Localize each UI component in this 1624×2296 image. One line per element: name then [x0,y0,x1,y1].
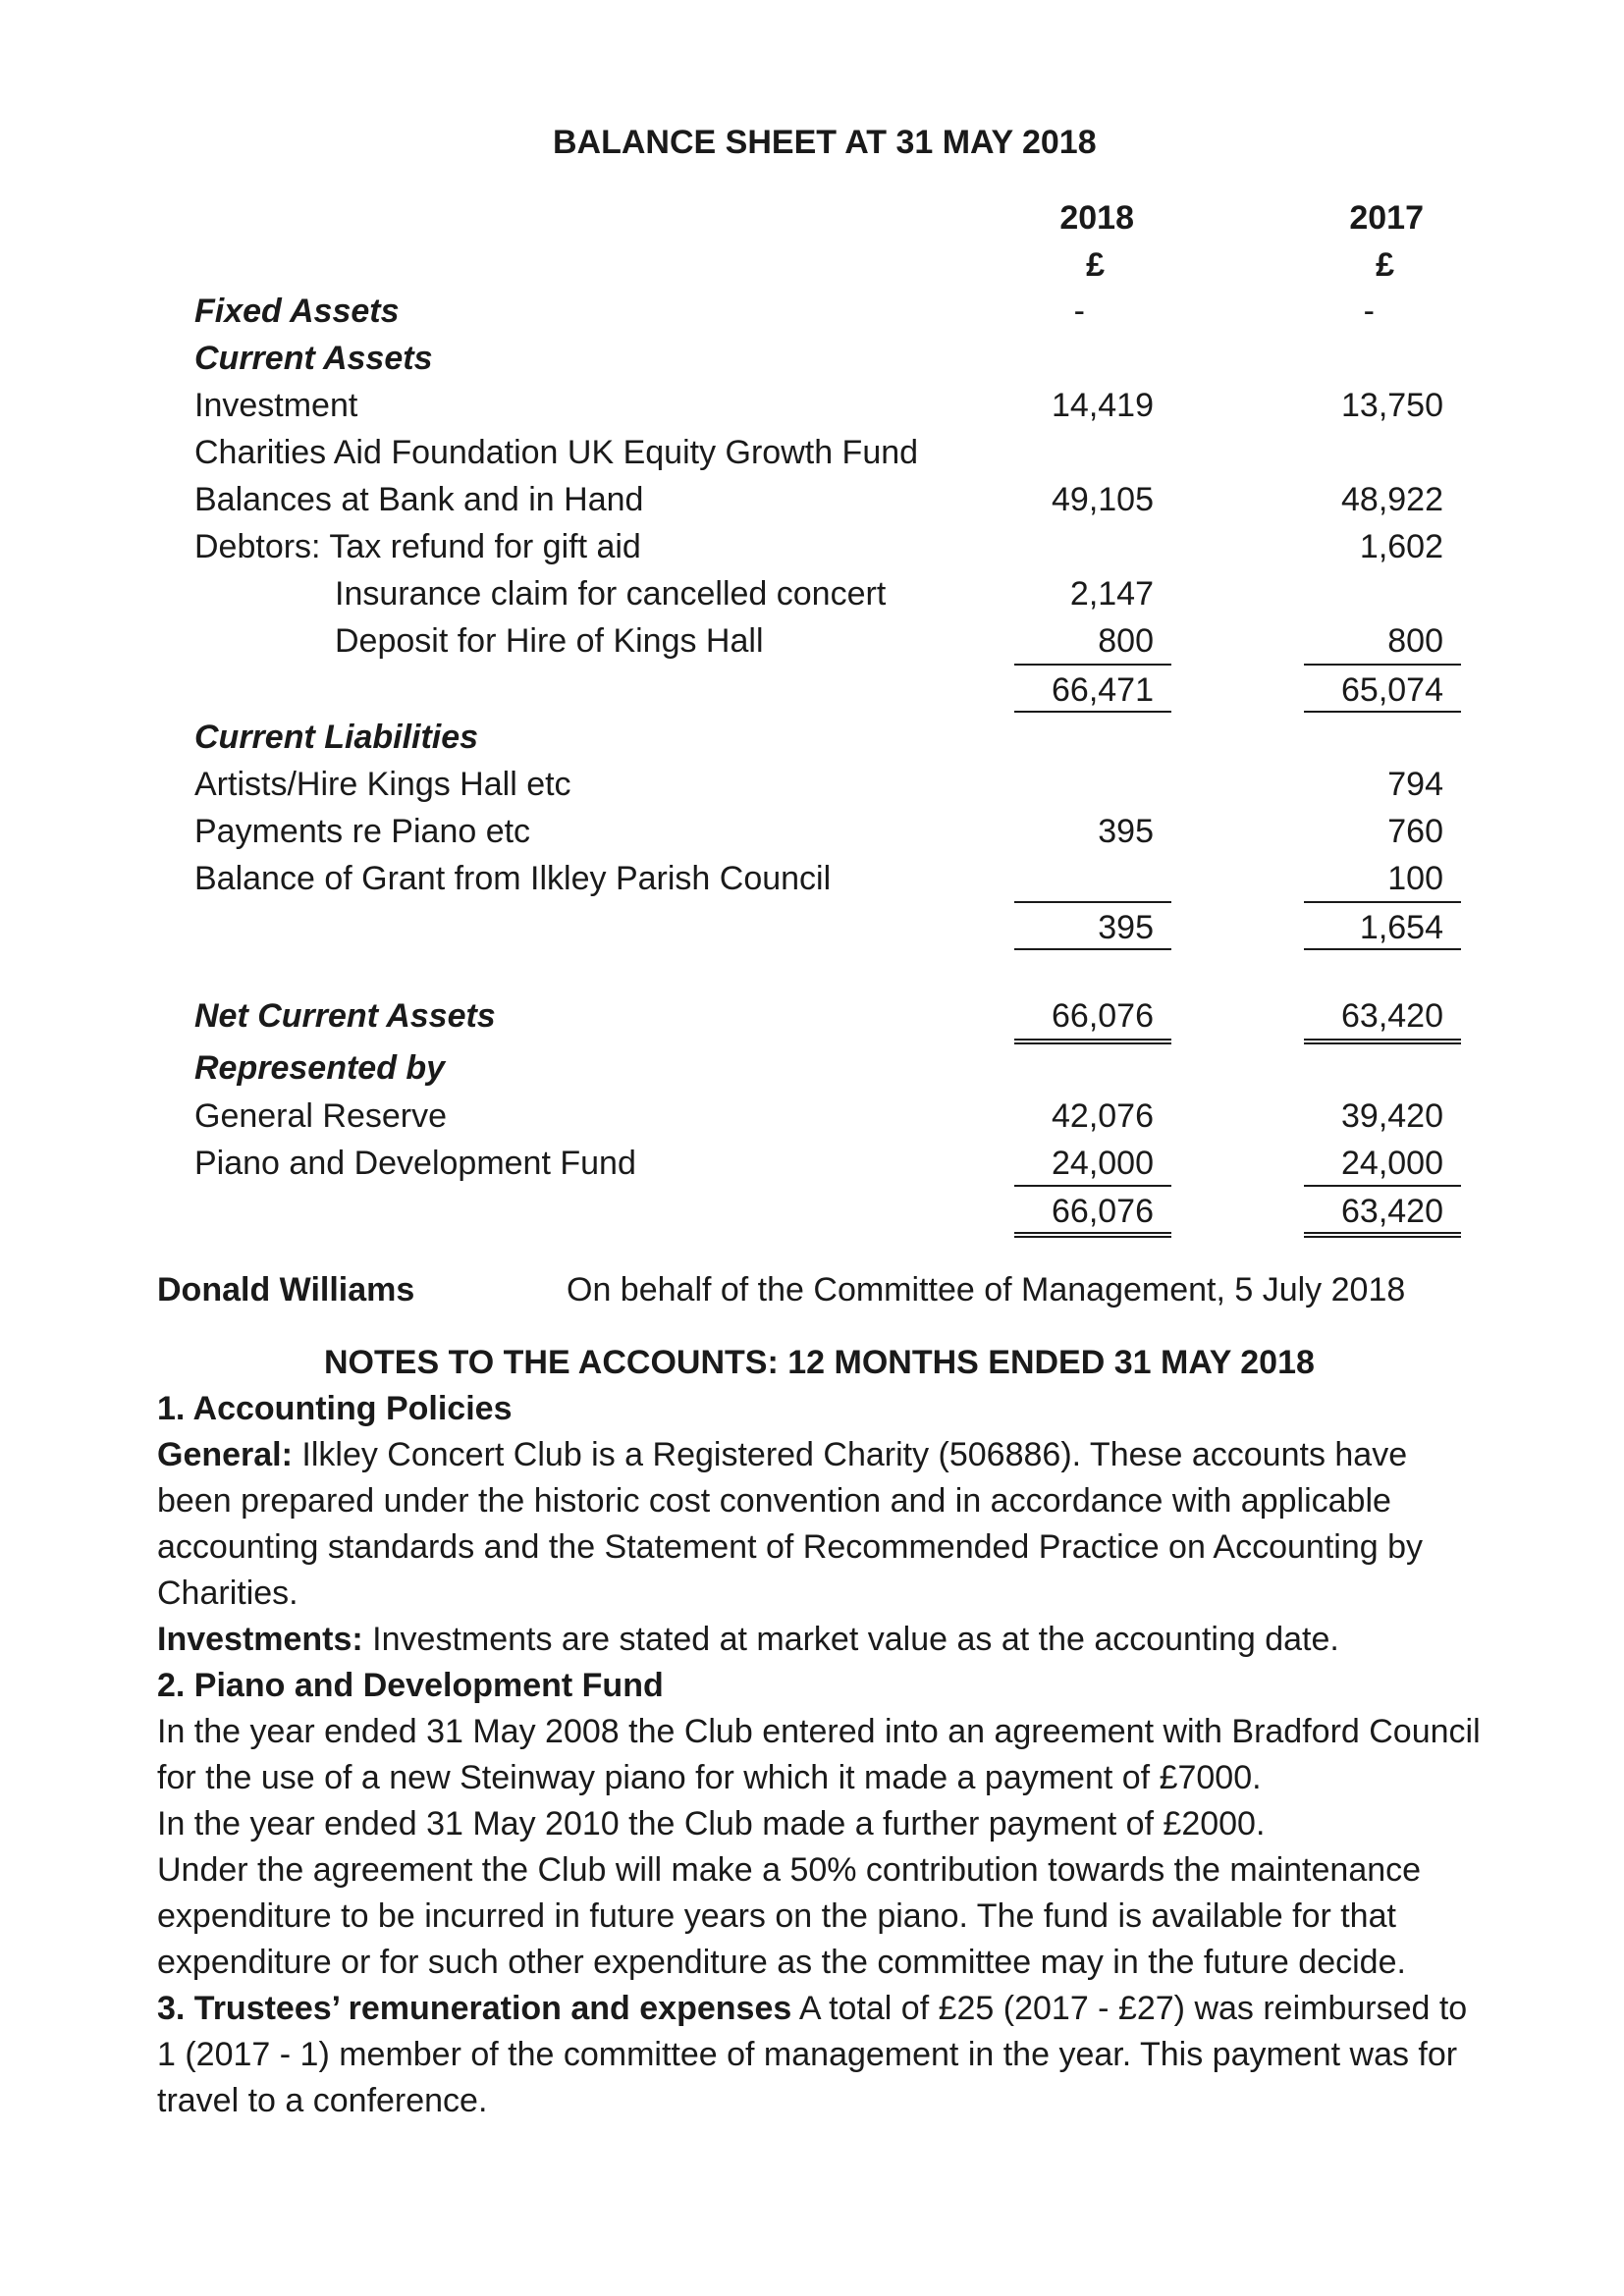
investment-fund-label: Charities Aid Foundation UK Equity Growth Fund [194,434,919,471]
deposit-2017: 800 [1387,622,1443,660]
rule-assets-total-2017 [1304,711,1461,713]
fixed-assets-label: Fixed Assets [194,293,400,330]
piano-fund-2018: 24,000 [1052,1145,1154,1182]
note-2-para-2: In the year ended 31 May 2010 the Club made a further payment of £2000. [157,1805,1266,1842]
general-text: Ilkley Concert Club is a Registered Charity (506886). These accounts have been prepared under the historic cost convention and in accordance with applicable accounting standards and the Statement of Recommended Practice on Accounting by Charities. [157,1436,1424,1612]
insurance-label: Insurance claim for cancelled concert [335,575,887,613]
general-label: General: [157,1436,293,1473]
liabilities-total-2018: 395 [1098,909,1154,946]
double-rule-net-2018 [1014,1039,1171,1044]
note-2-para-3: Under the agreement the Club will make a 50% contribution towards the maintenance expenditure to be incurred in future years on the piano. The fund is available for that expenditure or for such other expenditure as the committee may in the future decide. [157,1851,1422,1981]
insurance-2018: 2,147 [1069,575,1154,613]
investments-label: Investments: [157,1621,363,1658]
general-reserve-label: General Reserve [194,1097,448,1135]
deposit-2018: 800 [1098,622,1154,660]
double-rule-reserves-2017 [1304,1232,1461,1238]
bank-label: Balances at Bank and in Hand [194,481,644,518]
current-assets-total-2017: 65,074 [1341,671,1443,709]
net-current-assets-2017: 63,420 [1341,997,1443,1035]
grant-label: Balance of Grant from Ilkley Parish Council [194,860,832,897]
column-header-2017: 2017 [1349,199,1424,237]
general-reserve-2018: 42,076 [1052,1097,1154,1135]
artists-2017: 794 [1387,766,1443,803]
bank-2017: 48,922 [1341,481,1443,518]
fixed-assets-2017: - [1363,293,1375,330]
reserves-total-2017: 63,420 [1341,1193,1443,1230]
liabilities-total-2017: 1,654 [1359,909,1443,946]
note-3-heading: 3. Trustees’ remuneration and expenses [157,1990,792,2027]
reserves-total-2018: 66,076 [1052,1193,1154,1230]
double-rule-net-2017 [1304,1039,1461,1044]
rule-reserves-2018 [1014,1185,1171,1187]
deposit-label: Deposit for Hire of Kings Hall [335,622,764,660]
signatory-name: Donald Williams [157,1271,415,1308]
artists-label: Artists/Hire Kings Hall etc [194,766,571,803]
general-reserve-2017: 39,420 [1341,1097,1443,1135]
note-3-text: A total of £25 (2017 - £27) was reimbursed to 1 (2017 - 1) member of the committee of management in the year. This payment was for travel to a conference. [157,1990,1468,2119]
net-current-assets-2018: 66,076 [1052,997,1154,1035]
rule-liabilities-total-2017 [1304,948,1461,950]
double-rule-reserves-2018 [1014,1232,1171,1238]
signatory-text: On behalf of the Committee of Management, 5 July 2018 [567,1271,1406,1308]
current-assets-heading: Current Assets [194,340,433,377]
column-header-2018: 2018 [1059,199,1134,237]
bank-2018: 49,105 [1052,481,1154,518]
piano-fund-2017: 24,000 [1341,1145,1443,1182]
current-liabilities-heading: Current Liabilities [194,719,479,756]
investment-label: Investment [194,387,358,424]
rule-liabilities-2017 [1304,901,1461,903]
investments-text: Investments are stated at market value as at the accounting date. [362,1621,1339,1658]
debtors-tax-2017: 1,602 [1359,528,1443,565]
piano-payments-label: Payments re Piano etc [194,813,531,850]
note-2-heading: 2. Piano and Development Fund [157,1667,664,1704]
note-3 [157,1986,1488,2124]
page-title: BALANCE SHEET AT 31 MAY 2018 [553,124,1097,161]
rule-reserves-2017 [1304,1185,1461,1187]
currency-2018: £ [1086,246,1105,284]
rule-assets-2018 [1014,664,1171,666]
note-2-para-1: In the year ended 31 May 2008 the Club entered into an agreement with Bradford Council for the use of a new Steinway piano for which it made a payment of £7000. [157,1713,1481,1796]
rule-liabilities-2018 [1014,901,1171,903]
investment-2017: 13,750 [1341,387,1443,424]
current-assets-total-2018: 66,471 [1052,671,1154,709]
notes-title: NOTES TO THE ACCOUNTS: 12 MONTHS ENDED 31 MAY 2018 [324,1344,1315,1381]
piano-fund-label: Piano and Development Fund [194,1145,636,1182]
rule-assets-total-2018 [1014,711,1171,713]
note-1-investments [157,1617,1488,1663]
note-1-general [157,1432,1488,1617]
notes-body [157,1386,1488,2124]
grant-2017: 100 [1387,860,1443,897]
note-1-heading: 1. Accounting Policies [157,1390,513,1427]
piano-payments-2017: 760 [1387,813,1443,850]
debtors-tax-label: Debtors: Tax refund for gift aid [194,528,641,565]
investment-2018: 14,419 [1052,387,1154,424]
rule-assets-2017 [1304,664,1461,666]
net-current-assets-label: Net Current Assets [194,997,496,1035]
currency-2017: £ [1376,246,1394,284]
rule-liabilities-total-2018 [1014,948,1171,950]
represented-by-heading: Represented by [194,1049,446,1087]
piano-payments-2018: 395 [1098,813,1154,850]
fixed-assets-2018: - [1073,293,1085,330]
